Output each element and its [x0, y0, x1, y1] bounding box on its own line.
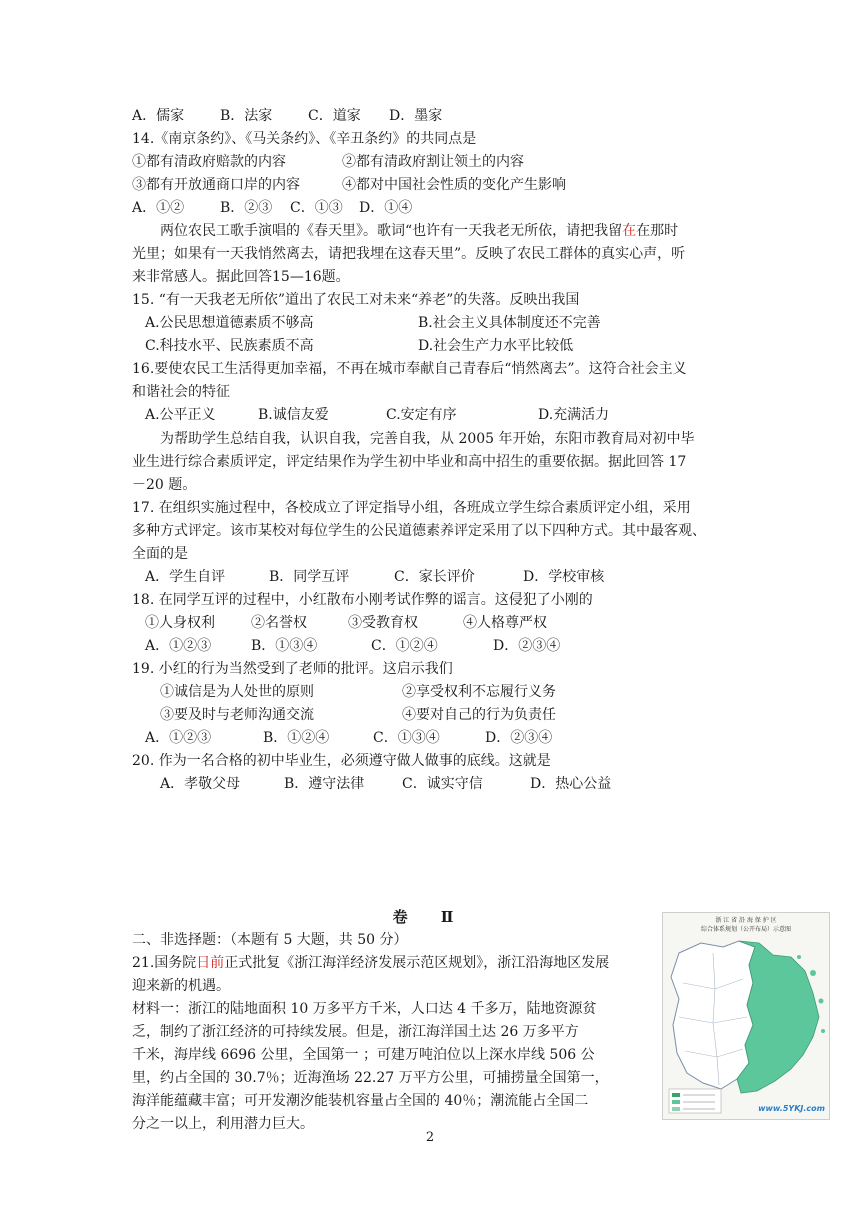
page-number: 2 — [425, 1130, 435, 1145]
q19-option-d[interactable]: D．②③④ — [485, 730, 553, 746]
q19-item-2: ②享受权利不忘履行义务 — [402, 684, 556, 700]
land-area — [671, 941, 755, 1089]
q15-option-d[interactable]: D.社会生产力水平比较低 — [418, 338, 574, 354]
q14-item-1: ①都有清政府赔款的内容 — [132, 154, 286, 170]
material-1-line6: 分之一以上，利用潜力巨大。 — [132, 1116, 314, 1132]
q21-line2: 迎来新的机遇。 — [132, 978, 230, 994]
q20-option-a[interactable]: A．孝敬父母 — [160, 776, 241, 792]
q19-option-c[interactable]: C．①③④ — [373, 730, 440, 746]
map-watermark: www.5YKJ.com — [758, 1104, 825, 1113]
q13-option-b[interactable]: B．法家 — [220, 108, 273, 124]
q16-option-c[interactable]: C.安定有序 — [386, 407, 457, 423]
q13-option-d[interactable]: D．墨家 — [389, 108, 443, 124]
q17-stem-line1: 17. 在组织实施过程中，各校成立了评定指导小组，各班成立学生综合素质评定小组，采用 — [132, 500, 691, 516]
material-17-20-line3: －20 题。 — [132, 477, 197, 493]
q21-text: 正式批复《浙江海洋经济发展示范区规划》，浙江沿海地区发展 — [224, 955, 610, 971]
q18-option-d[interactable]: D．②③④ — [493, 638, 561, 654]
q17-option-d[interactable]: D．学校审核 — [523, 569, 605, 585]
q17-option-a[interactable]: A．学生自评 — [145, 569, 226, 585]
q18-option-a[interactable]: A．①②③ — [145, 638, 212, 654]
q20-option-c[interactable]: C．诚实守信 — [402, 776, 483, 792]
material-17-20-line2: 业生进行综合素质评定，评定结果作为学生初中毕业和高中招生的重要依据。据此回答 17 — [132, 454, 687, 470]
map-graphic — [663, 913, 829, 1119]
material-15-16-line2: 光里；如果有一天我悄然离去，请把我埋在这春天里”。反映了农民工群体的真实心声，听 — [132, 246, 686, 262]
part-2-heading: 卷 Ⅱ — [392, 908, 468, 926]
material-15-16-line1 — [160, 220, 678, 243]
q15-option-b[interactable]: B.社会主义具体制度还不完善 — [418, 315, 601, 331]
q19-item-4: ④要对自己的行为负责任 — [402, 707, 556, 723]
q21-line1 — [132, 952, 609, 975]
material-text: 在那时 — [636, 223, 679, 239]
material-17-20-line1: 为帮助学生总结自我，认识自我，完善自我，从 2005 年开始，东阳市教育局对初中毕 — [160, 431, 695, 447]
material-1-line1: 材料一：浙江的陆地面积 10 万多平方千米，人口达 4 千多万，陆地资源贫 — [132, 1001, 597, 1017]
q18-item-4: ④人格尊严权 — [463, 615, 547, 631]
q19-item-3: ③要及时与老师沟通交流 — [160, 707, 314, 723]
q21-text: 21.国务院 — [132, 955, 197, 971]
q18-item-3: ③受教育权 — [348, 615, 418, 631]
q17-option-b[interactable]: B．同学互评 — [269, 569, 350, 585]
q14-item-4: ④都对中国社会性质的变化产生影响 — [342, 177, 566, 193]
material-15-16-line3: 来非常感人。据此回答15—16题。 — [132, 269, 350, 285]
q14-item-3: ③都有开放通商口岸的内容 — [132, 177, 300, 193]
q13-option-a[interactable]: A．儒家 — [132, 108, 185, 124]
q17-stem-line3: 全面的是 — [132, 546, 188, 562]
material-text: 两位农民工歌手演唱的《春天里》。歌词“也许有一天我老无所依，请把我留 — [160, 223, 623, 239]
q19-stem: 19. 小红的行为当然受到了老师的批评。这启示我们 — [132, 661, 453, 677]
q15-option-a[interactable]: A.公民思想道德素质不够高 — [145, 315, 314, 331]
material-1-line2: 乏，制约了浙江经济的可持续发展。但是，浙江海洋国土达 26 万多平方 — [132, 1024, 579, 1040]
q19-item-1: ①诚信是为人处世的原则 — [160, 684, 314, 700]
q18-stem: 18. 在同学互评的过程中，小红散布小刚考试作弊的谣言。这侵犯了小刚的 — [132, 592, 593, 608]
q15-option-c[interactable]: C.科技水平、民族素质不高 — [145, 338, 314, 354]
red-highlight: 日前 — [196, 955, 225, 971]
q20-stem: 20. 作为一名合格的初中毕业生，必须遵守做人做事的底线。这就是 — [132, 753, 551, 769]
material-1-line5: 海洋能蕴藏丰富；可开发潮汐能装机容量占全国的 40％；潮流能占全国二 — [132, 1093, 589, 1109]
zhejiang-coastal-map — [662, 912, 830, 1120]
q14-item-2: ②都有清政府割让领土的内容 — [342, 154, 524, 170]
q14-option-c[interactable]: C．①③ — [290, 200, 343, 216]
q16-option-d[interactable]: D.充满活力 — [538, 407, 610, 423]
q18-option-b[interactable]: B．①③④ — [251, 638, 318, 654]
map-title-line2: 综合体系规划（公开布局）示意图 — [700, 926, 791, 933]
q18-option-c[interactable]: C．①②④ — [371, 638, 438, 654]
q18-item-1: ①人身权利 — [145, 615, 215, 631]
q15-stem: 15. “有一天我老无所依”道出了农民工对未来“养老”的失落。反映出我国 — [132, 292, 580, 308]
map-title-line1: 浙 江 省 沿 海 保 护 区 — [715, 917, 777, 924]
q16-option-b[interactable]: B.诚信友爱 — [258, 407, 329, 423]
q16-stem-line1: 16.要使农民工生活得更加幸福，不再在城市奉献自己青春后“悄然离去”。这符合社会主义 — [132, 361, 687, 377]
q14-option-b[interactable]: B．②③ — [220, 200, 273, 216]
q14-option-d[interactable]: D．①④ — [359, 200, 413, 216]
q16-option-a[interactable]: A.公平正义 — [145, 407, 216, 423]
q14-stem: 14.《南京条约》、《马关条约》、《辛丑条约》的共同点是 — [132, 131, 477, 147]
q13-option-c[interactable]: C．道家 — [308, 108, 361, 124]
q17-option-c[interactable]: C．家长评价 — [394, 569, 475, 585]
q14-option-a[interactable]: A．①② — [132, 200, 185, 216]
q18-item-2: ②名誉权 — [251, 615, 307, 631]
q20-option-d[interactable]: D．热心公益 — [530, 776, 612, 792]
section-2-title: 二、非选择题：（本题有 5 大题，共 50 分） — [132, 932, 408, 948]
q19-option-b[interactable]: B．①②④ — [263, 730, 330, 746]
q19-option-a[interactable]: A．①②③ — [145, 730, 212, 746]
q20-option-b[interactable]: B．遵守法律 — [284, 776, 365, 792]
material-1-line3: 千米，海岸线 6696 公里，全国第一 ；可建万吨泊位以上深水岸线 506 公 — [132, 1047, 595, 1063]
q17-stem-line2: 多种方式评定。该市某校对每位学生的公民道德素养评定采用了以下四种方式。其中最客观、 — [132, 523, 706, 539]
material-1-line4: 里，约占全国的 30.7％；近海渔场 22.27 万平方公里，可捕捞量全国第一， — [132, 1070, 609, 1086]
red-highlight: 在 — [622, 223, 637, 239]
q16-stem-line2: 和谐社会的特征 — [132, 384, 230, 400]
